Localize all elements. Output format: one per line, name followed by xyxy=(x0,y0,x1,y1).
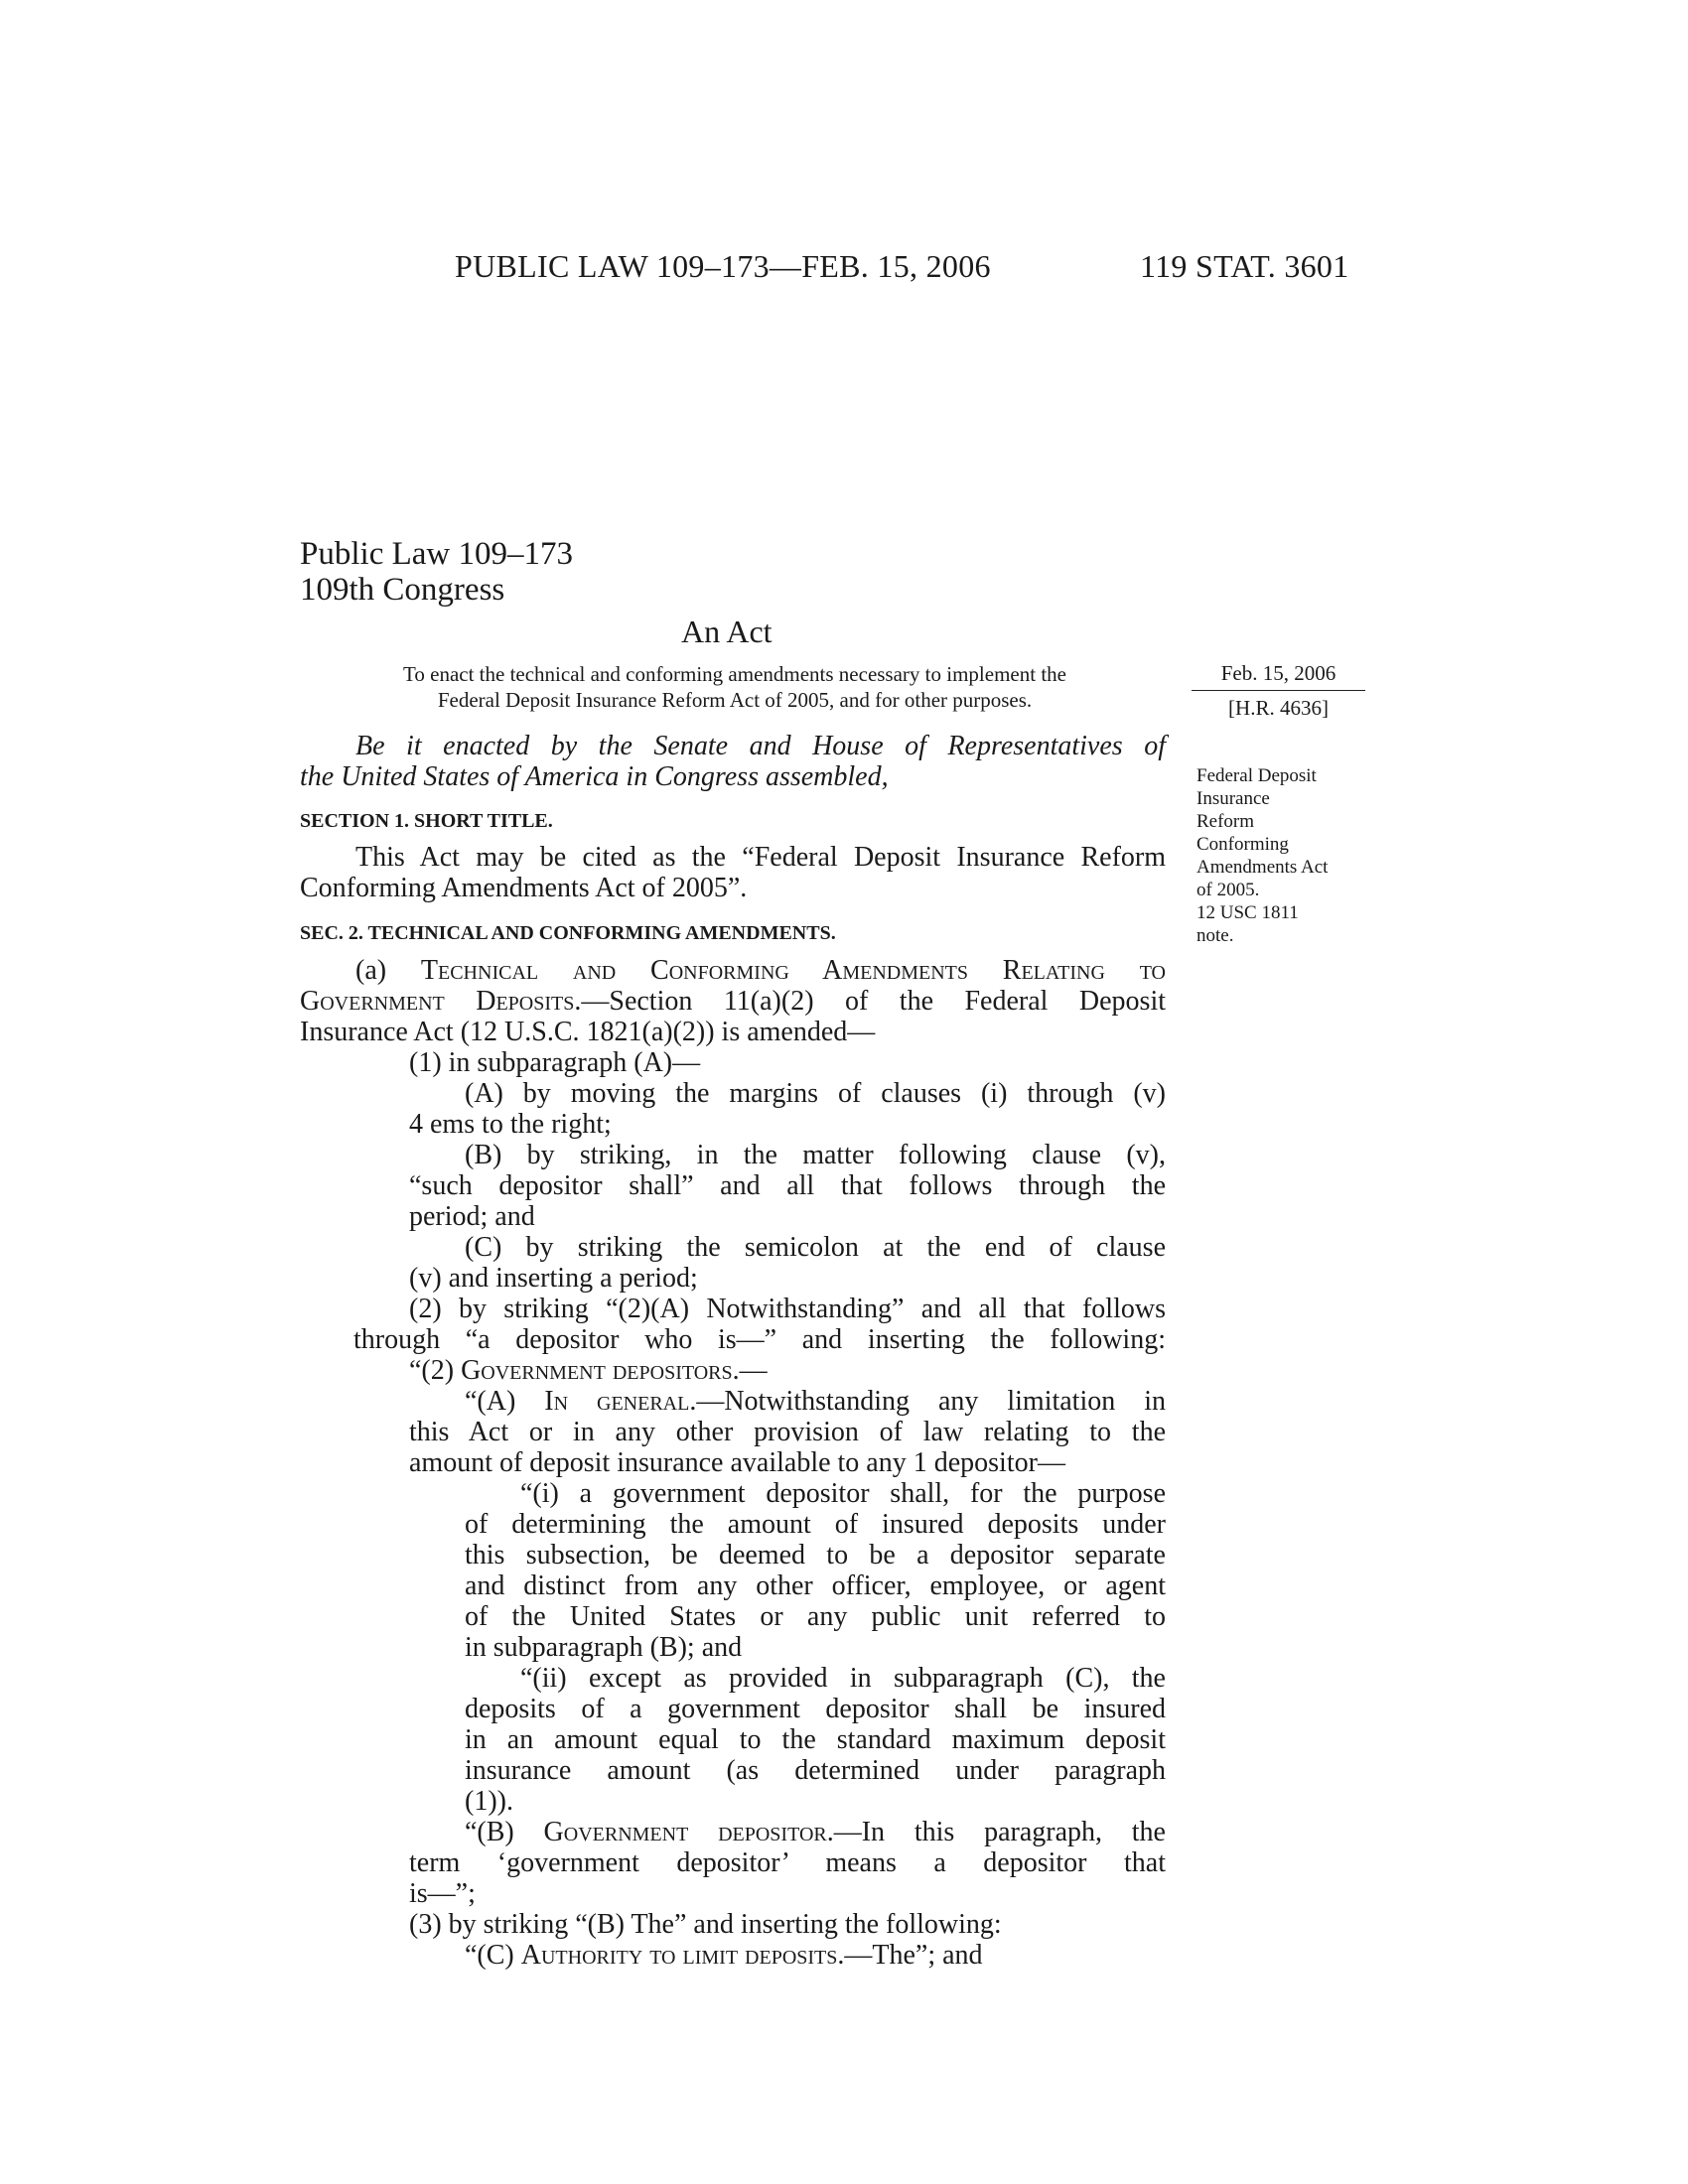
text-line: and distinct from any other officer, employee, or agent xyxy=(465,1570,1166,1601)
text-line: Conforming Amendments Act of 2005”. xyxy=(300,873,748,903)
sidebar-rule xyxy=(1192,690,1365,691)
act-heading: An Act xyxy=(681,614,773,649)
congress-number: 109th Congress xyxy=(300,572,505,608)
heading-text: Government depositors xyxy=(461,1355,733,1386)
section-1-heading: SECTION 1. SHORT TITLE. xyxy=(300,810,553,832)
purpose-line: Federal Deposit Insurance Reform Act of 2005, and for other purposes. xyxy=(437,688,1033,712)
enacting-line: Be it enacted by the Senate and House of Representatives of xyxy=(355,731,1166,761)
heading-text: In general xyxy=(544,1386,690,1417)
enacting-line: the United States of America in Congress assembled, xyxy=(300,761,889,792)
subsection-heading: Technical and Conforming Amendments Relating to xyxy=(420,955,1166,986)
authority-to-limit-heading xyxy=(300,1940,1166,1971)
sidebar-bill-number: [H.R. 4636] xyxy=(1228,696,1329,720)
running-title: PUBLIC LAW 109–173—FEB. 15, 2006 xyxy=(455,248,991,284)
heading-text: Authority to limit deposits xyxy=(520,1940,838,1971)
subsection-text: .—Section 11(a)(2) of the Federal Deposit xyxy=(574,986,1166,1017)
text-line: .—The”; and xyxy=(837,1940,983,1971)
purpose-clause xyxy=(298,661,1172,713)
text-line: “such depositor shall” and all that follows through the xyxy=(409,1170,1166,1201)
paragraph-1: (1) in subparagraph (A)— xyxy=(409,1047,701,1078)
text-line: This Act may be cited as the “Federal Deposit Insurance Reform xyxy=(355,842,1166,873)
government-depositors-heading xyxy=(300,1355,1166,1386)
stat-page-number: 119 STAT. 3601 xyxy=(1140,248,1349,284)
text-line: “(ii) except as provided in subparagraph (C), the xyxy=(520,1663,1166,1694)
text-line: (1)). xyxy=(465,1786,513,1817)
text-line: (B) by striking, in the matter following clause (v), xyxy=(465,1140,1166,1170)
text-line: (2) by striking “(2)(A) Notwithstanding” and all that follows xyxy=(409,1294,1166,1324)
text-line: .—In this paragraph, the xyxy=(826,1817,1166,1847)
text-line: is—”; xyxy=(409,1878,476,1909)
government-depositor-definition xyxy=(300,1817,1166,1909)
paragraph-2 xyxy=(300,1294,1166,1355)
text-line: of the United States or any public unit referred to xyxy=(465,1601,1166,1632)
enacting-clause xyxy=(300,731,1166,792)
subsection-a-line xyxy=(300,955,1166,986)
section-2-body xyxy=(300,955,1166,1971)
subsection-a-line xyxy=(300,986,1166,1017)
heading-dash: .— xyxy=(732,1355,768,1386)
text-line: deposits of a government depositor shall be insured xyxy=(465,1694,1166,1724)
clause-A xyxy=(300,1078,1166,1140)
purpose-line: To enact the technical and conforming amendments necessary to implement the xyxy=(403,662,1066,686)
clause-i xyxy=(300,1478,1166,1663)
text-line: in subparagraph (B); and xyxy=(465,1632,743,1663)
subsection-a-line: Insurance Act (12 U.S.C. 1821(a)(2)) is amended— xyxy=(300,1017,876,1047)
section-1-text xyxy=(300,842,1166,903)
subsection-label: (a) xyxy=(355,955,421,986)
heading-label: “(C) xyxy=(465,1940,521,1971)
text-line: (A) by moving the margins of clauses (i) through (v) xyxy=(465,1078,1166,1109)
text-line: this Act or in any other provision of law relating to the xyxy=(409,1417,1166,1447)
text-line: (v) and inserting a period; xyxy=(409,1263,698,1294)
text-line: this subsection, be deemed to be a depositor separate xyxy=(465,1540,1166,1570)
text-line: term ‘government depositor’ means a depositor that xyxy=(409,1847,1166,1878)
text-line: 4 ems to the right; xyxy=(409,1109,612,1140)
clause-ii xyxy=(300,1663,1166,1817)
text-line: “(i) a government depositor shall, for the purpose xyxy=(520,1478,1166,1509)
text-line: amount of deposit insurance available to any 1 depositor— xyxy=(409,1447,1065,1478)
text-line: of determining the amount of insured deposits under xyxy=(465,1509,1166,1540)
sidebar-note: Federal Deposit Insurance Reform Conforming Amendments Act of 2005. 12 USC 1811 note. xyxy=(1196,765,1329,946)
clause-B xyxy=(300,1140,1166,1232)
section-2-heading: SEC. 2. TECHNICAL AND CONFORMING AMENDMENTS. xyxy=(300,922,836,944)
public-law-number: Public Law 109–173 xyxy=(300,536,573,572)
heading-label: “(A) xyxy=(465,1386,545,1417)
text-line: in an amount equal to the standard maximum deposit xyxy=(465,1724,1166,1755)
heading-label: “(2) xyxy=(409,1355,462,1386)
subsection-heading: Government Deposits xyxy=(300,986,575,1017)
text-line: through “a depositor who is—” and inserting the following: xyxy=(353,1324,1166,1355)
paragraph-3: (3) by striking “(B) The” and inserting the following: xyxy=(409,1909,1002,1940)
text-line: (C) by striking the semicolon at the end of clause xyxy=(465,1232,1166,1263)
text-line: .—Notwithstanding any limitation in xyxy=(689,1386,1166,1417)
text-line: period; and xyxy=(409,1201,535,1232)
sidebar-date: Feb. 15, 2006 xyxy=(1220,661,1336,685)
heading-label: “(B) xyxy=(465,1817,544,1847)
text-line: insurance amount (as determined under paragraph xyxy=(465,1755,1166,1786)
heading-text: Government depositor xyxy=(543,1817,827,1847)
clause-C xyxy=(300,1232,1166,1294)
in-general-subparagraph xyxy=(300,1386,1166,1478)
